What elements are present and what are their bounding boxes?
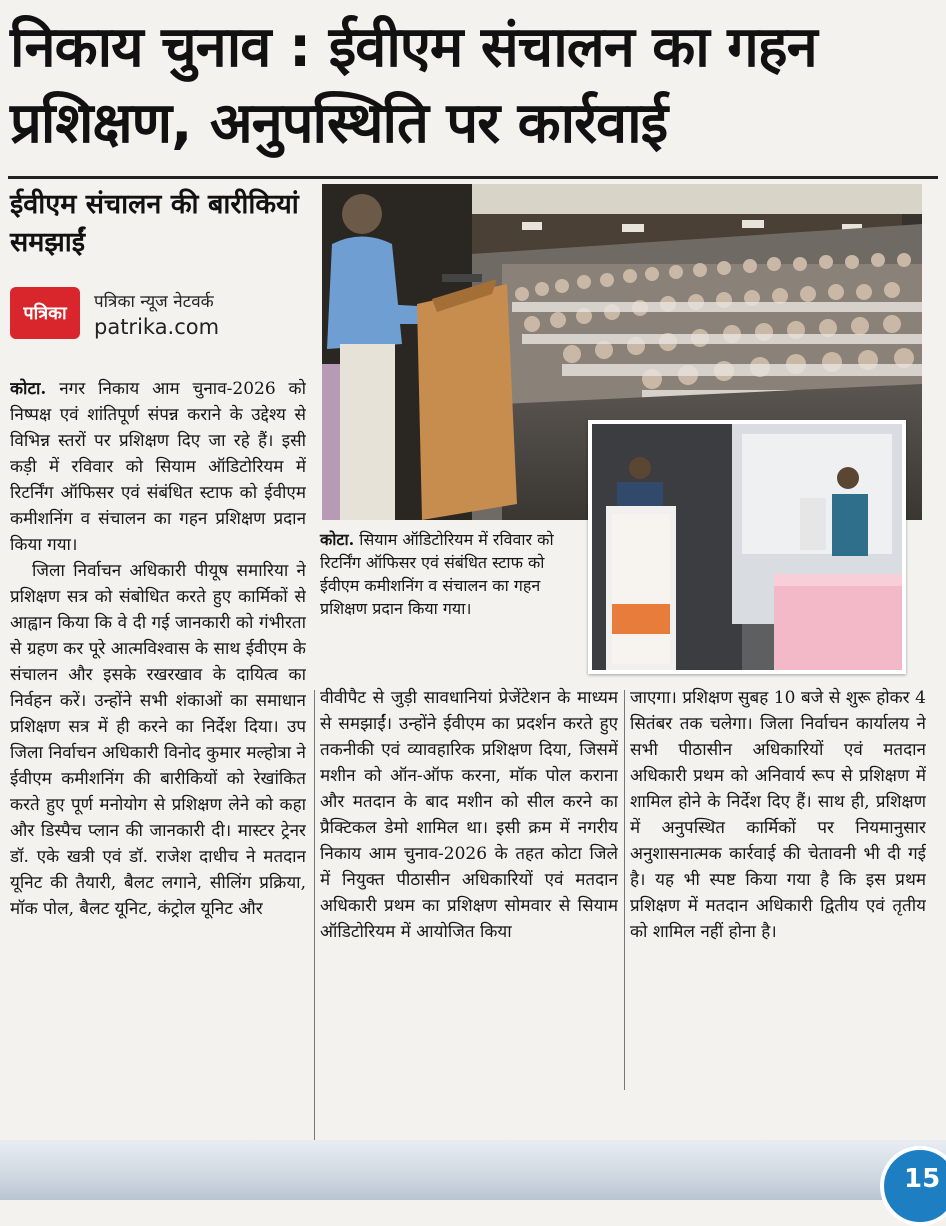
article-column-1 <box>10 376 306 1156</box>
article-column-3 <box>630 685 926 1085</box>
subheadline: ईवीएम संचालन की बारीकियां समझाईं <box>10 189 299 258</box>
evm-demo-photo <box>588 420 906 674</box>
article-paragraph-1: नगर निकाय आम चुनाव-2026 को निष्पक्ष एवं शांतिपूर्ण संपन्न कराने के उद्देश्य से विभिन्न स्तरों पर प्रशिक्षण दिए जा रहे हैं। इसी कड़ी में रविवार को सियाम ऑडिटोरियम में रिटर्निंग ऑफिसर एवं संबंधित स्टाफ को ईवीएम कमीशनिंग व संचालन का गहन प्रशिक्षण प्रदान किया गया। <box>10 379 306 555</box>
headline: निकाय चुनाव : ईवीएम संचालन का गहन प्रशिक्षण, अनुपस्थिति पर कार्रवाई <box>10 15 817 156</box>
photo-caption <box>320 528 582 620</box>
article-paragraph-3: वीवीपैट से जुड़ी सावधानियां प्रेजेंटेशन के माध्यम से समझाईं। उन्होंने ईवीएम का प्रदर्शन करते हुए तकनीकी एवं व्यावहारिक प्रशिक्षण दिया, जिसमें मशीन को ऑन-ऑफ करना, मॉक पोल कराना और मतदान के बाद मशीन को सील करने का प्रैक्टिकल डेमो शामिल था। इसी क्रम में नगरीय निकाय आम चुनाव-2026 के तहत कोटा जिले में नियुक्त पीठासीन अधिकारियों एवं मतदान अधिकारी प्रथम का प्रशिक्षण सोमवार से सियाम ऑडिटोरियम में आयोजित किया <box>320 688 618 942</box>
column-divider <box>624 690 625 1090</box>
byline-network: पत्रिका न्यूज नेटवर्क <box>94 292 214 312</box>
article-paragraph-2: जिला निर्वाचन अधिकारी पीयूष समारिया ने प्रशिक्षण सत्र को संबोधित करते हुए कार्मिकों से आह्वान किया कि वे दी गई जानकारी को गंभीरता से ग्रहण कर पूरे आत्मविश्वास के साथ ईवीएम के संचालन और इसके रखरखाव के दायित्व का निर्वहन करें। उन्होंने सभी शंकाओं का समाधान प्रशिक्षण सत्र में ही करने का निर्देश दिया। उप जिला निर्वाचन अधिकारी विनोद कुमार मल्होत्रा ने ईवीएम कमीशनिंग की बारीकियों को रेखांकित करते हुए पूर्ण मनोयोग से प्रशिक्षण लेने को कहा और डिस्पैच प्लान की जानकारी दी। मास्टर ट्रेनर डॉ. एके खत्री एवं डॉ. राजेश दाधीच ने मतदान यूनिट की तैयारी, बैलट लगाने, सीलिंग प्रक्रिया, मॉक पोल, बैलट यूनिट, कंट्रोल यूनिट और <box>10 561 306 919</box>
byline <box>10 285 315 347</box>
headline-rule <box>8 176 938 179</box>
article-dateline: कोटा. <box>10 379 47 399</box>
caption-dateline: कोटा. <box>320 530 355 549</box>
article-paragraph-4: जाएगा। प्रशिक्षण सुबह 10 बजे से शुरू होकर 4 सितंबर तक चलेगा। जिला निर्वाचन कार्यालय ने सभी पीठासीन अधिकारियों एवं मतदान अधिकारी प्रथम को अनिवार्य रूप से प्रशिक्षण में शामिल होने के निर्देश दिए हैं। साथ ही, प्रशिक्षण में अनुपस्थित कार्मिकों पर नियमानुसार अनुशासनात्मक कार्रवाई की चेतावनी भी दी गई है। यह भी स्पष्ट किया गया है कि इस प्रथम प्रशिक्षण में मतदान अधिकारी द्वितीय एवं तृतीय को शामिल नहीं होना है। <box>630 688 926 942</box>
article-column-2 <box>320 685 618 1155</box>
bottom-advertisement-strip <box>0 1140 946 1200</box>
column-divider <box>314 690 315 1140</box>
page-number-badge: 15 <box>880 1146 946 1226</box>
patrika-logo: पत्रिका <box>10 287 80 339</box>
byline-site: patrika.com <box>94 315 220 339</box>
caption-text: सियाम ऑडिटोरियम में रविवार को रिटर्निंग ऑफिसर एवं संबंधित स्टाफ को ईवीएम कमीशनिंग व संचालन का गहन प्रशिक्षण प्रदान किया गया। <box>320 530 554 618</box>
